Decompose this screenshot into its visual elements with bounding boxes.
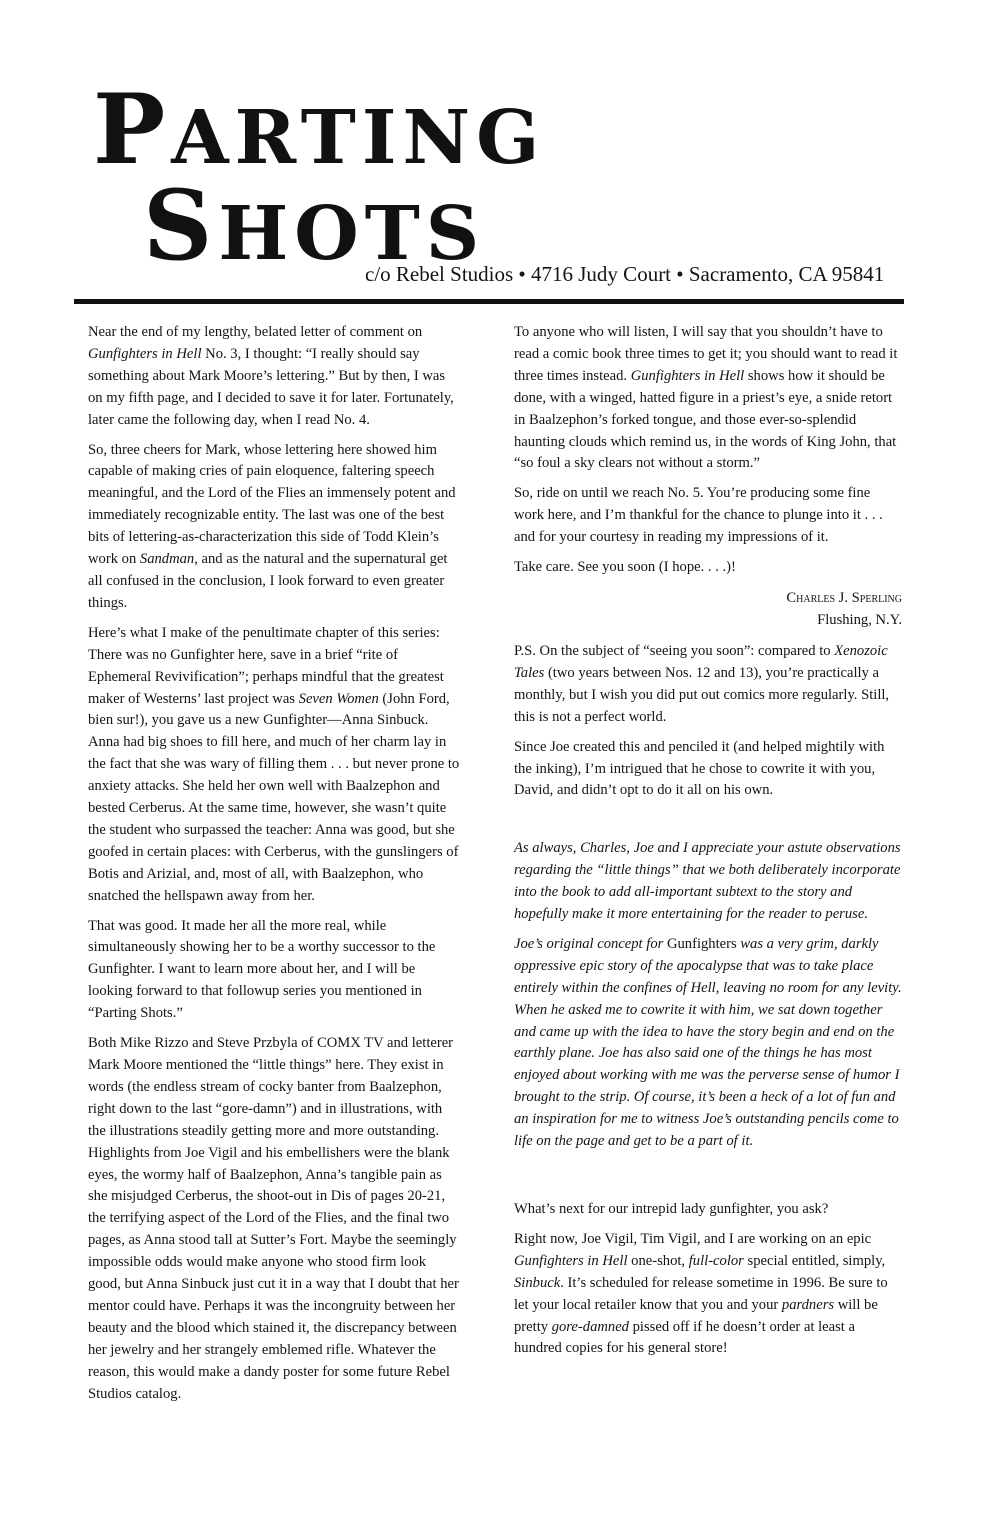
title-initial-p: P	[93, 73, 172, 186]
letter-paragraph: So, three cheers for Mark, whose lettering here showed him capable of making cries of pain eloquence, faltering speech meaningful, and the Lord of the Flies an immensely potent and immediately recognizable entity. The last was one of the best bits of lettering-as-characterization this side of Todd Klein’s work on Sandman, and as the natural and the supernatural get all confused in the conclusion, I look forward to even greater things.	[88, 441, 456, 611]
letter-paragraph: Here’s what I make of the penultimate chapter of this series: There was no Gunfighter here, save in a brief “rite of Ephemeral Revivification”; perhaps mindful that the greatest maker of Westerns’ last project was Seven Women (John Ford, bien sur!), you gave us a new Gunfighter—Anna Sinbuck. Anna had big shoes to fill here, and much of her charm lay in the fact that she was wary of filling them . . . but never prone to anxiety attacks. She held her own well with Baalzephon and bested Cerberus. At the same time, however, she wasn’t quite the student who surpassed the teacher: Anna was good, but she goofed in certain places: with Cerberus, with the gunslingers of Botis and Arizial, and, most of all, with Baalzephon, who snatched the hellspawn away from her.	[88, 624, 460, 904]
postscript-paragraph: Since Joe created this and penciled it (and helped mightily with the inking), I’m intrigued that he chose to cowrite it with you, David, and didn’t opt to do it all on his own.	[514, 738, 885, 799]
signature-name: Charles J. Sperling	[786, 589, 902, 606]
title-rest-arting: ARTING	[171, 95, 546, 181]
signature-place: Flushing, N.Y.	[817, 611, 902, 628]
letter-paragraph: Near the end of my lengthy, belated letter of comment on Gunfighters in Hell No. 3, I thought: “I really should say something about Mark Moore’s lettering.” But by then, I was on my fifth page, and I decided to save it for later. Fortunately, later came the following day, when I read No. 4.	[88, 324, 454, 428]
mailing-address: c/o Rebel Studios • 4716 Judy Court • Sacramento, CA 95841	[365, 262, 885, 286]
title-initial-s: S	[143, 169, 219, 282]
left-column	[88, 322, 460, 1414]
next-question: What’s next for our intrepid lady gunfighter, you ask?	[514, 1201, 829, 1217]
editor-reply-paragraph: Joe’s original concept for Gunfighters was a very grim, darkly oppressive epic story of the apocalypse that was to take place entirely within the confines of Hell, leaving no room for any levity. When he asked me to cowrite it with him, we sat down together and came up with the idea to have the story begin and end on the earthly plane. Joe has also said one of the things he has most enjoyed about working with me was the perverse sense of humor I brought to the strip. Of course, it’s been a heck of a lot of fun and an inspiration for me to witness Joe’s outstanding pencils come to life on the page and get to be a part of it.	[514, 935, 902, 1150]
page-title-line-2	[143, 169, 486, 282]
letter-paragraph: Take care. See you soon (I hope. . . .)!	[514, 559, 736, 576]
letter-signature	[514, 587, 902, 631]
right-column	[514, 322, 902, 1368]
header-divider	[74, 299, 904, 304]
page-title-line-1	[93, 73, 546, 186]
letter-paragraph: So, ride on until we reach No. 5. You’re producing some fine work here, and I’m thankful for the chance to plunge into it . . . and for your courtesy in reading my impressions of it.	[514, 485, 883, 546]
letter-paragraph: To anyone who will listen, I will say that you shouldn’t have to read a comic book three times to get it; you should want to read it three times instead. Gunfighters in Hell shows how it should be done, with a winged, hatted figure in a priest’s eye, a snide retort in Baalzephon’s forked tongue, and those ever-so-splendid haunting clouds which remind us, in the words of King John, that “so foul a sky clears not without a storm.”	[514, 324, 898, 472]
letter-paragraph: That was good. It made her all the more real, while simultaneously showing her to be a worthy successor to the Gunfighter. I want to learn more about her, and I will be looking forward to that followup series you mentioned in “Parting Shots.”	[88, 917, 436, 1022]
editor-reply-paragraph: As always, Charles, Joe and I appreciate your astute observations regarding the “little things” that we both deliberately incorporate into the book to add all-important subtext to the story and hopefully make it more entertaining for the reader to peruse.	[514, 840, 901, 923]
title-rest-hots: HOTS	[218, 191, 486, 277]
postscript-paragraph: P.S. On the subject of “seeing you soon”: compared to Xenozoic Tales (two years between Nos. 12 and 13), you’re practically a monthly, but I wish you did put out comics more regularly. Still, this is not a perfect world.	[514, 642, 890, 725]
next-announcement: Right now, Joe Vigil, Tim Vigil, and I are working on an epic Gunfighters in Hell one-shot, full-color special entitled, simply, Sinbuck. It’s scheduled for release sometime in 1996. Be sure to let your local retailer know that you and your pardners will be pretty gore-damned pissed off if he doesn’t order at least a hundred copies for his general store!	[514, 1230, 888, 1357]
letter-paragraph: Both Mike Rizzo and Steve Przbyla of COMX TV and letterer Mark Moore mentioned the “little things” here. They exist in words (the endless stream of cocky banter from Baalzephon, right down to the last “gore-damn”) and in illustrations, with the illustrations steadily getting more and more outstanding. Highlights from Joe Vigil and his embellishers were the blank eyes, the wormy half of Baalzephon, Anna’s tangible pain as she misjudged Cerberus, the shoot-out in Dis of pages 20-21, the terrifying aspect of the Lord of the Flies, and the final two pages, as Anna stood tall at Sutter’s Fort. Maybe the seemingly impossible odds would make anyone who stood firm look good, but Anna Sinbuck just cut it in a way that I doubt that her mentor could have. Perhaps it was the incongruity between her beauty and the blood which stained it, the discrepancy between her jewelry and her strangely emblemed rifle. Whatever the reason, this would make a dandy poster for some future Rebel Studios catalog.	[88, 1035, 459, 1402]
